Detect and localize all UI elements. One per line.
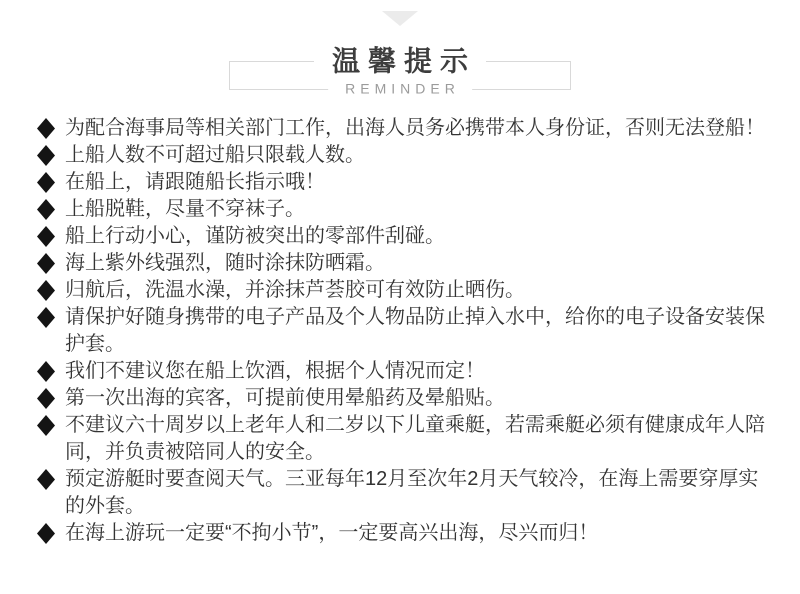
tip-text: 请保护好随身携带的电子产品及个人物品防止掉入水中，给你的电子设备安装保护套。 [65,306,765,355]
tip-text: 为配合海事局等相关部门工作，出海人员务必携带本人身份证，否则无法登船！ [65,117,765,139]
tip-text: 不建议六十周岁以上老年人和二岁以下儿童乘艇，若需乘艇必须有健康成年人陪同，并负责被陪同人的安全。 [65,414,765,463]
diamond-bullet-icon [37,307,55,328]
diamond-bullet-icon [37,388,55,409]
diamond-bullet-icon [37,523,55,544]
tip-item [37,466,765,520]
diamond-bullet-icon [37,253,55,274]
diamond-bullet-icon [37,469,55,490]
diamond-bullet-icon [37,118,55,139]
tip-item [37,169,765,196]
diamond-bullet-icon [37,226,55,247]
tip-text: 第一次出海的宾客，可提前使用晕船药及晕船贴。 [65,387,505,409]
tip-text: 船上行动小心，谨防被突出的零部件刮碰。 [65,225,445,247]
tip-item [37,385,765,412]
tip-item [37,115,765,142]
tip-item [37,223,765,250]
page-title: 温馨提示 [314,47,486,78]
page-subtitle: REMINDER [328,81,472,96]
diamond-bullet-icon [37,280,55,301]
tips-list [37,115,765,547]
diamond-bullet-icon [37,361,55,382]
tip-text: 海上紫外线强烈，随时涂抹防晒霜。 [65,252,385,274]
tip-text: 在船上，请跟随船长指示哦！ [65,171,325,193]
tip-item [37,196,765,223]
tip-item [37,412,765,466]
tip-text: 在海上游玩一定要“不拘小节”，一定要高兴出海，尽兴而归！ [65,522,599,544]
tip-text: 预定游艇时要查阅天气。三亚每年12月至次年2月天气较冷，在海上需要穿厚实的外套。 [65,468,759,517]
tip-item [37,277,765,304]
title-box [229,45,571,97]
diamond-bullet-icon [37,199,55,220]
tip-text: 我们不建议您在船上饮酒，根据个人情况而定！ [65,360,485,382]
tip-item [37,358,765,385]
tip-item [37,250,765,277]
tip-item [37,142,765,169]
diamond-bullet-icon [37,415,55,436]
diamond-bullet-icon [37,145,55,166]
tip-text: 上船脱鞋，尽量不穿袜子。 [65,198,305,220]
tip-text: 归航后，洗温水澡，并涂抹芦荟胶可有效防止晒伤。 [65,279,525,301]
tip-item [37,520,765,547]
header [0,11,800,97]
tip-item [37,304,765,358]
diamond-bullet-icon [37,172,55,193]
down-triangle-icon [382,11,418,26]
reminder-notice-page [0,11,800,594]
tip-text: 上船人数不可超过船只限载人数。 [65,144,365,166]
